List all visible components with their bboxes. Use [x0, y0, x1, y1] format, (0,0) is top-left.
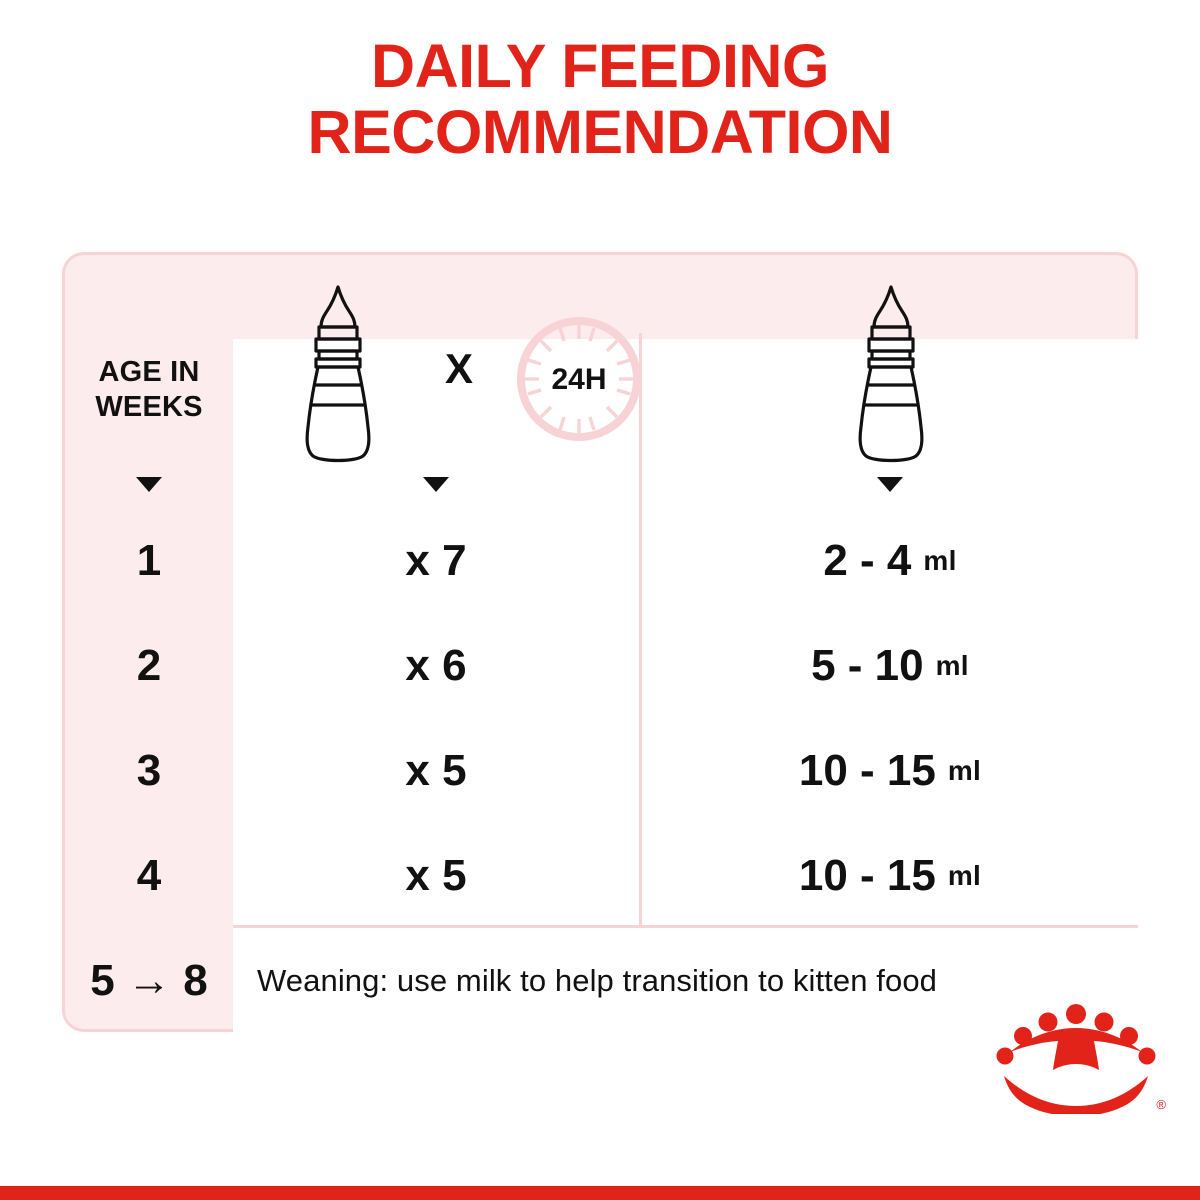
cell-frequency: x 6 [405, 640, 467, 690]
table-row [65, 717, 1135, 824]
table-row [65, 612, 1135, 719]
baby-bottle-icon [836, 281, 946, 466]
weaning-note: Weaning: use milk to help transition to kitten food [257, 963, 938, 998]
clock-24h-icon [517, 317, 641, 441]
age-header-line-1: AGE IN [98, 356, 200, 388]
volume-unit: ml [923, 544, 957, 576]
frequency-column-arrow-wrap [233, 477, 639, 492]
bottom-accent-bar [0, 1186, 1200, 1200]
page-title [0, 34, 1200, 166]
volume-unit: ml [935, 649, 969, 681]
weaning-age-range: 5 → 8 [90, 956, 208, 1005]
cell-volume [642, 822, 1138, 929]
page-title-line-2: RECOMMENDATION [307, 97, 893, 166]
cell-frequency: x 5 [405, 745, 467, 795]
age-header-line-2: WEEKS [95, 391, 203, 424]
frequency-column-header [233, 275, 639, 475]
volume-value: 10 - 15 [798, 745, 936, 795]
volume-column-arrow-wrap [642, 477, 1138, 492]
royal-canin-crown-icon [996, 1004, 1156, 1114]
cell-volume [642, 717, 1138, 824]
cell-age: 1 [136, 535, 162, 585]
volume-unit: ml [947, 859, 982, 891]
age-column-header [65, 355, 233, 426]
volume-unit: ml [947, 754, 982, 786]
clock-period-label: 24H [551, 363, 607, 396]
table-row [65, 507, 1135, 614]
registered-mark: ® [1156, 1097, 1166, 1112]
multiply-symbol: X [445, 345, 474, 392]
arrow-down-icon [423, 477, 449, 492]
volume-value: 2 - 4 [823, 535, 912, 585]
age-column-arrow-wrap [65, 477, 233, 492]
baby-bottle-icon [283, 281, 393, 466]
volume-column-header [642, 275, 1138, 475]
arrow-down-icon [877, 477, 903, 492]
cell-age: 4 [136, 850, 162, 900]
cell-volume [642, 612, 1138, 719]
cell-age: 3 [136, 745, 162, 795]
arrow-down-icon [136, 477, 162, 492]
cell-volume [642, 507, 1138, 614]
volume-value: 5 - 10 [811, 640, 924, 690]
table-row [65, 822, 1135, 929]
cell-frequency: x 7 [405, 535, 467, 585]
cell-age: 2 [136, 640, 162, 690]
volume-value: 10 - 15 [798, 850, 936, 900]
page-title-line-1: DAILY FEEDING [371, 32, 829, 100]
cell-frequency: x 5 [405, 850, 467, 900]
feeding-table-card [62, 252, 1138, 1032]
